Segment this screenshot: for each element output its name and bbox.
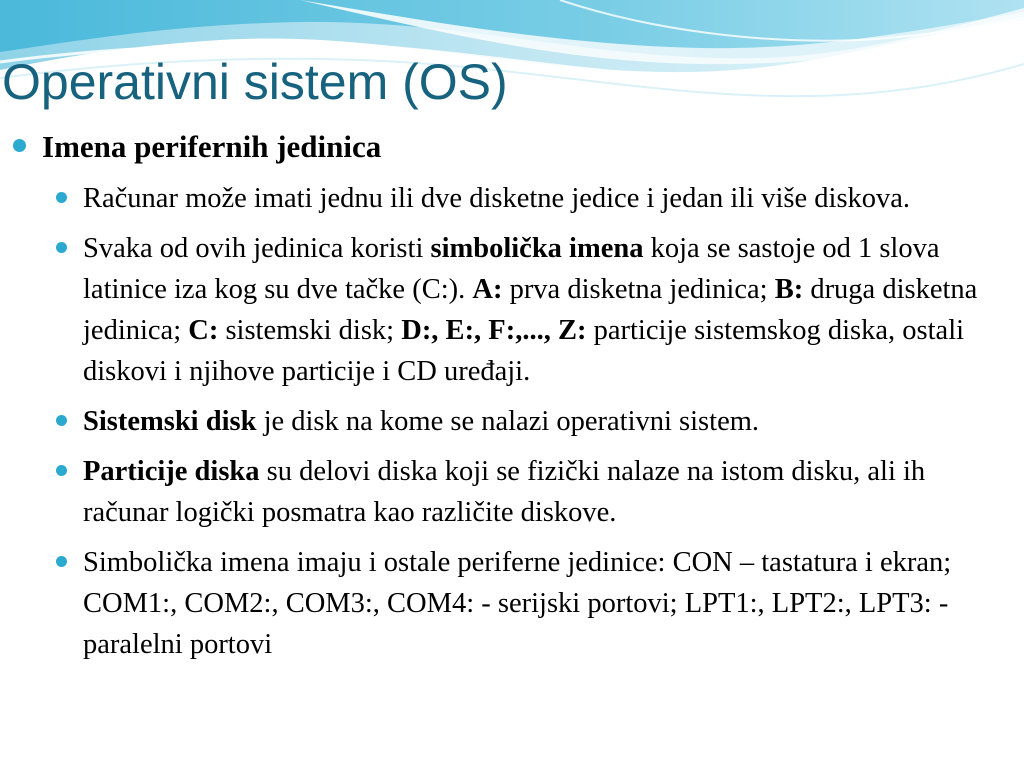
bold-term: A: [472, 274, 503, 305]
bold-term: C: [188, 315, 219, 346]
bullet-text: druga disketna jedinica; [83, 274, 978, 346]
bullet-text: Svaka od ovih jedinica koristi [83, 233, 431, 264]
bold-term: B: [774, 274, 804, 305]
list-item [0, 228, 1024, 392]
bullet-text: sistemski disk; [218, 315, 402, 346]
bullet-text: Računar može imati jednu ili dve disketne jedice i jedan ili više diskova. [83, 183, 911, 214]
list-item [0, 401, 1024, 442]
bullet-icon [56, 415, 67, 426]
bold-term: Sistemski disk [83, 406, 257, 437]
bullet-icon [56, 465, 67, 476]
bullet-text: Simbolička imena imaju i ostale periferne jedinice: CON – tastatura i ekran; COM1:, COM2:, COM3:, COM4: - serijski portovi; LPT1:, LPT2:, LPT3: - paralelni portovi [83, 547, 952, 660]
slide-title: Operativni sistem (OS) [2, 54, 508, 110]
bullet-icon [13, 139, 26, 152]
bullet-text: su delovi diska koji se fizički nalaze na istom disku, ali ih računar logički posmatra kao različite diskove. [83, 456, 926, 528]
section-heading: Imena perifernih jedinica [42, 129, 382, 164]
bullet-icon [56, 192, 67, 203]
bold-term: Particije diska [83, 456, 260, 487]
list-item [0, 451, 1024, 533]
bullet-text: je disk na kome se nalazi operativni sistem. [256, 406, 760, 437]
list-item [0, 542, 1024, 665]
bullet-icon [56, 242, 67, 253]
bold-term: simbolička imena [430, 233, 644, 264]
bullet-list [0, 178, 1024, 674]
bullet-text: particije sistemskog diska, ostali diskovi i njihove particije i CD uređaji. [83, 315, 965, 387]
bullet-text: koja se sastoje od 1 slova latinice iza kog su dve tačke (C:). [83, 233, 940, 305]
bullet-icon [56, 556, 67, 567]
bullet-text: prva disketna jedinica; [502, 274, 775, 305]
list-item [0, 178, 1024, 219]
bold-term: D:, E:, F:,..., Z: [401, 315, 587, 346]
